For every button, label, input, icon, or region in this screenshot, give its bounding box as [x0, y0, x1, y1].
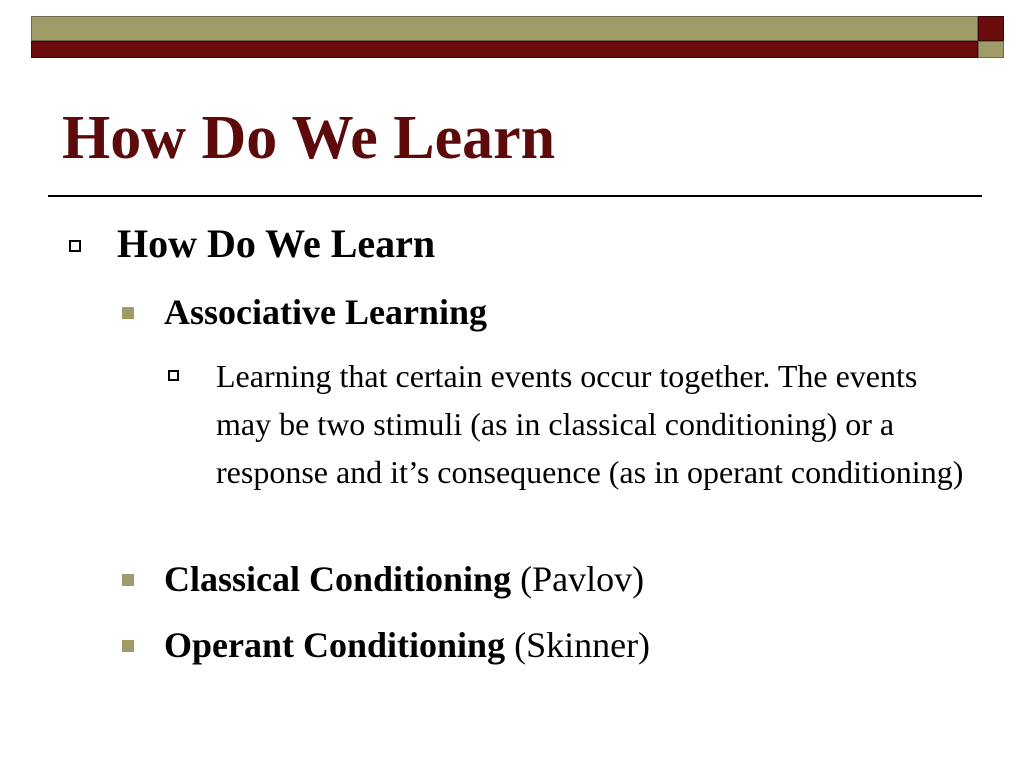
filled-square-bullet-icon — [122, 574, 134, 586]
hollow-square-bullet-icon — [168, 370, 179, 381]
operant-conditioning-label: Operant Conditioning — [164, 625, 506, 665]
bullet-level1: How Do We Learn — [117, 221, 436, 266]
filled-square-bullet-icon — [122, 307, 134, 319]
header-square-red — [978, 16, 1004, 41]
bullet-classical-conditioning — [164, 557, 644, 601]
operant-conditioning-note: (Skinner) — [505, 625, 651, 665]
associative-learning-definition: Learning that certain events occur together. The events may be two stimuli (as in classical conditioning) or a response and it’s consequence (as in operant conditioning) — [216, 358, 964, 490]
slide-title: How Do We Learn — [62, 104, 556, 172]
bullet-associative-learning — [164, 290, 487, 334]
title-divider — [48, 195, 982, 197]
filled-square-bullet-icon — [122, 640, 134, 652]
header-bar-red — [31, 41, 978, 58]
classical-conditioning-note: (Pavlov) — [511, 559, 645, 599]
header-bar-olive — [31, 16, 978, 41]
bullet-operant-conditioning — [164, 623, 650, 667]
header-square-olive — [978, 41, 1004, 58]
hollow-square-bullet-icon — [69, 240, 81, 252]
classical-conditioning-label: Classical Conditioning — [164, 559, 512, 599]
associative-learning-label: Associative Learning — [164, 292, 487, 332]
